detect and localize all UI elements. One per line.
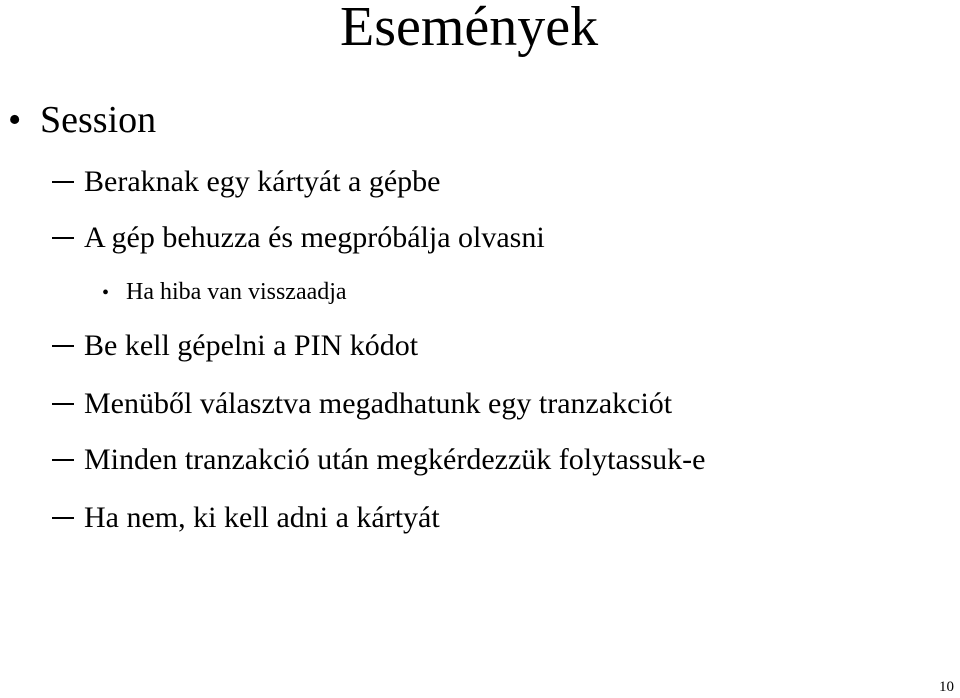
dash-icon bbox=[52, 517, 74, 519]
slide-title: Események bbox=[340, 0, 599, 58]
dash-icon bbox=[52, 345, 74, 347]
bullet-text: Session bbox=[40, 99, 157, 141]
sub-item-text: Be kell gépelni a PIN kódot bbox=[84, 329, 419, 362]
sub-item-text: Ha nem, ki kell adni a kártyát bbox=[84, 501, 440, 534]
bullet-icon: • bbox=[102, 282, 110, 304]
sub-item-text: Minden tranzakció után megkérdezzük folytassuk-e bbox=[84, 443, 706, 476]
dash-icon bbox=[52, 459, 74, 461]
sub-item bbox=[52, 442, 705, 478]
sub-item bbox=[52, 386, 672, 422]
sub-item-text: A gép behuzza és megpróbálja olvasni bbox=[84, 221, 545, 254]
sub-item-text: Menüből választva megadhatunk egy tranzakciót bbox=[84, 387, 673, 420]
bullet-icon: • bbox=[8, 99, 22, 141]
sub-item bbox=[52, 164, 441, 200]
sub-sub-item-text: Ha hiba van visszaadja bbox=[126, 279, 347, 305]
sub-item-text: Beraknak egy kártyát a gépbe bbox=[84, 165, 441, 198]
dash-icon bbox=[52, 403, 74, 405]
sub-sub-item bbox=[102, 277, 347, 308]
sub-item bbox=[52, 500, 440, 536]
page-number: 10 bbox=[939, 679, 954, 695]
sub-item bbox=[52, 220, 545, 256]
sub-item bbox=[52, 328, 418, 364]
dash-icon bbox=[52, 237, 74, 239]
bullet-session bbox=[8, 98, 156, 142]
dash-icon bbox=[52, 181, 74, 183]
